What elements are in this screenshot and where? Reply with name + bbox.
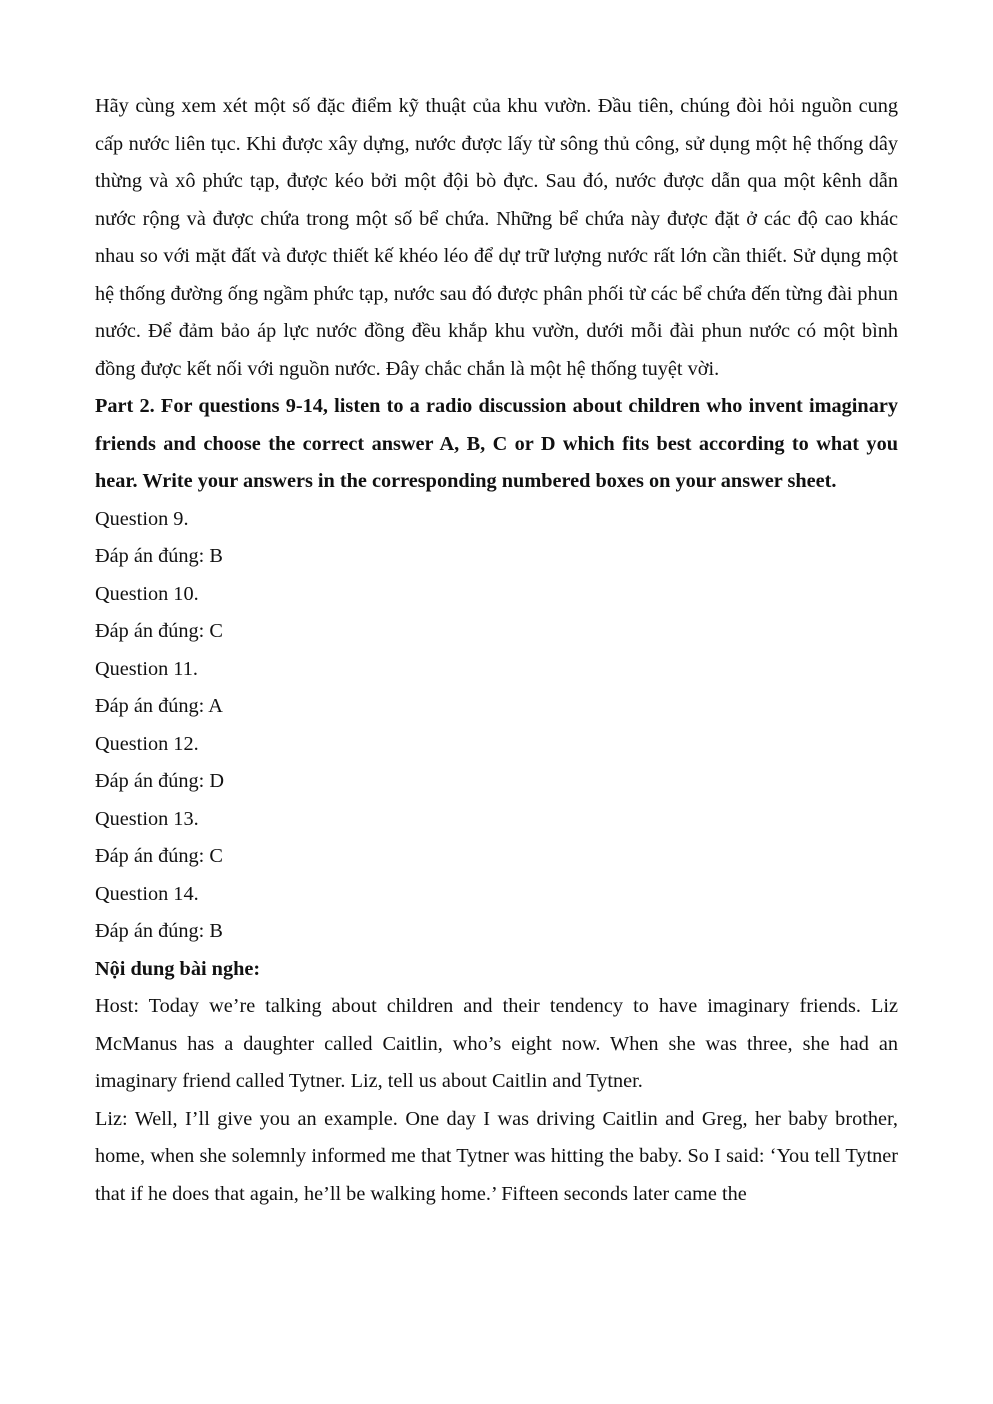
answer-label: Đáp án đúng: B	[95, 920, 223, 942]
answer-label: Đáp án đúng: D	[95, 770, 224, 792]
host-paragraph: Host: Today we’re talking about children and their tendency to have imaginary friends. Liz McManus has a daughter called Caitlin, who’s eight now. When she was three, she had an imaginary friend called Tytner. Liz, tell us about Caitlin and Tytner.	[95, 995, 898, 1092]
part2-instruction: Part 2. For questions 9-14, listen to a radio discussion about children who invent imaginary friends and choose the correct answer A, B, C or D which fits best according to what you hear. Write your answers in the corresponding numbered boxes on your answer sheet.	[95, 395, 898, 492]
question-label: Question 12.	[95, 732, 199, 755]
answer-label: Đáp án đúng: C	[95, 620, 223, 642]
intro-paragraph: Hãy cùng xem xét một số đặc điểm kỹ thuật của khu vườn. Đầu tiên, chúng đòi hỏi nguồn cung cấp nước liên tục. Khi được xây dựng, nước được lấy từ sông thủ công, sử dụng một hệ thống dây thừng và xô phức tạp, được kéo bởi một đội bò đực. Sau đó, nước được dẫn qua một kênh dẫn nước rộng và được chứa trong một số bể chứa. Những bể chứa này được đặt ở các độ cao khác nhau so với mặt đất và được thiết kế khéo léo để dự trữ lượng nước rất lớn cần thiết. Sử dụng một hệ thống đường ống ngầm phức tạp, nước sau đó được phân phối từ các bể chứa đến từng đài phun nước. Để đảm bảo áp lực nước đồng đều khắp khu vườn, dưới mỗi đài phun nước có một bình đồng được kết nối với nguồn nước. Đây chắc chắn là một hệ thống tuyệt vời.	[95, 95, 898, 380]
question-label: Question 11.	[95, 657, 198, 680]
question-label: Question 14.	[95, 882, 199, 905]
answer-list	[95, 501, 898, 951]
liz-paragraph: Liz: Well, I’ll give you an example. One day I was driving Caitlin and Greg, her baby brother, home, when she solemnly informed me that Tytner was hitting the baby. So I said: ‘You tell Tytner that if he does that again, he’ll be walking home.’ Fifteen seconds later came the	[95, 1107, 898, 1205]
answer-label: Đáp án đúng: B	[95, 545, 223, 567]
document-page	[95, 88, 898, 1213]
question-label: Question 9.	[95, 507, 189, 530]
transcript-heading: Nội dung bài nghe:	[95, 957, 261, 980]
question-label: Question 13.	[95, 807, 199, 830]
question-label: Question 10.	[95, 582, 199, 605]
answer-label: Đáp án đúng: C	[95, 845, 223, 867]
answer-label: Đáp án đúng: A	[95, 695, 223, 717]
